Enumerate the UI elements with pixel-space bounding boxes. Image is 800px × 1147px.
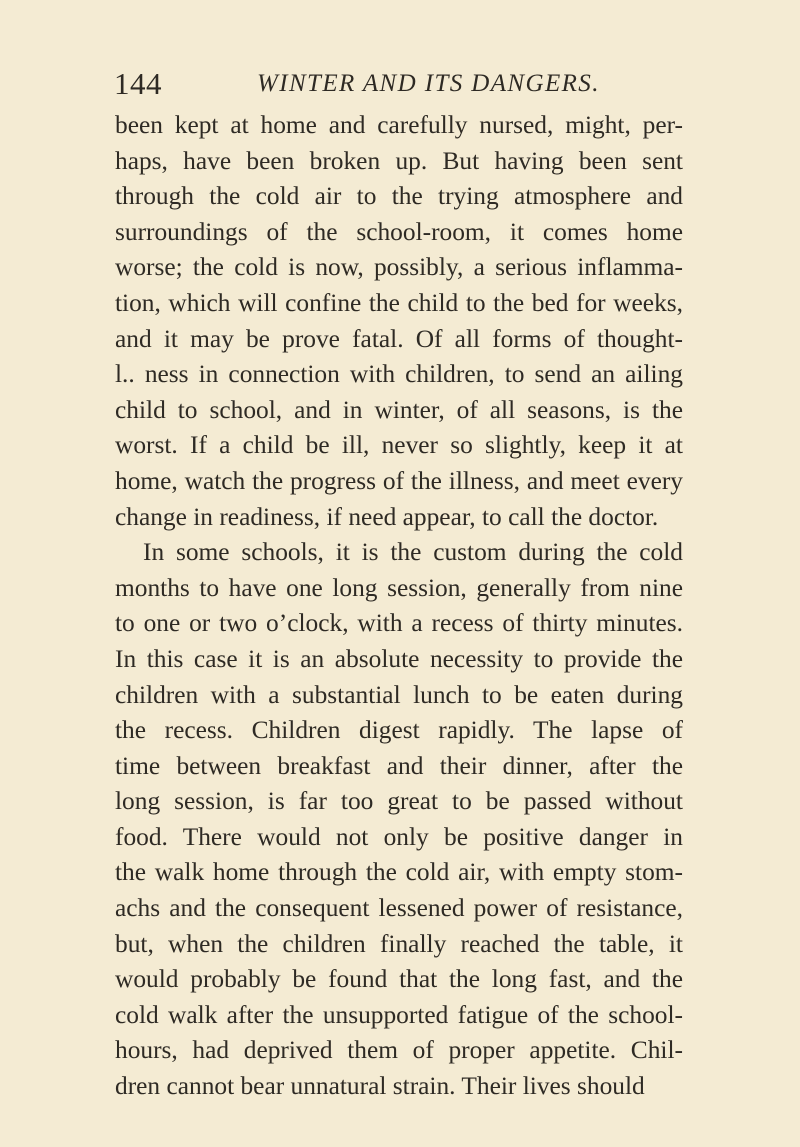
text-line: to one or two o’clock, with a recess of thirty minutes. (115, 609, 683, 638)
text-line: haps, have been broken up. But having been sent (115, 146, 683, 175)
text-line: tion, which will confine the child to the bed for weeks, (115, 288, 683, 317)
text-line: and it may be prove fatal. Of all forms of thought- (115, 324, 683, 353)
running-head (114, 62, 680, 106)
text-line: achs and the consequent lessened power of resistance, (115, 894, 683, 923)
text-line: would probably be found that the long fast, and the (115, 965, 683, 994)
text-line: the walk home through the cold air, with empty stom- (115, 858, 683, 887)
text-line: hours, had deprived them of proper appetite. Chil- (115, 1036, 683, 1065)
text-line: l.. ness in connection with children, to send an ailing (115, 360, 683, 389)
text-line: been kept at home and carefully nursed, might, per- (115, 111, 683, 139)
text-line: In some schools, it is the custom during the cold (143, 538, 683, 567)
page-number: 144 (114, 66, 162, 101)
running-title: WINTER AND ITS DANGERS. (257, 70, 600, 97)
text-line: through the cold air to the trying atmosphere and (115, 182, 683, 211)
text-line: In this case it is an absolute necessity to provide the (115, 644, 683, 673)
text-line: surroundings of the school-room, it comes home (115, 217, 683, 246)
text-line: long session, is far too great to be passed without (115, 787, 683, 816)
body-text (115, 108, 683, 1105)
text-line: food. There would not only be positive danger in (115, 822, 683, 851)
text-line: children with a substantial lunch to be eaten during (115, 680, 683, 709)
text-line: home, watch the progress of the illness, and meet every (115, 466, 683, 495)
text-line: but, when the children finally reached the table, it (115, 929, 683, 958)
text-line: cold walk after the unsupported fatigue of the school- (115, 1000, 683, 1029)
text-line: change in readiness, if need appear, to call the doctor. (115, 502, 659, 531)
text-line: worse; the cold is now, possibly, a serious inflamma- (115, 253, 683, 282)
text-line: child to school, and in winter, of all seasons, is the (115, 395, 683, 424)
text-line: dren cannot bear unnatural strain. Their lives should (115, 1072, 645, 1101)
text-line: the recess. Children digest rapidly. The lapse of (115, 716, 683, 745)
text-line: time between breakfast and their dinner, after the (115, 751, 683, 780)
text-line: worst. If a child be ill, never so slightly, keep it at (115, 431, 683, 460)
text-line: months to have one long session, generally from nine (115, 573, 683, 602)
